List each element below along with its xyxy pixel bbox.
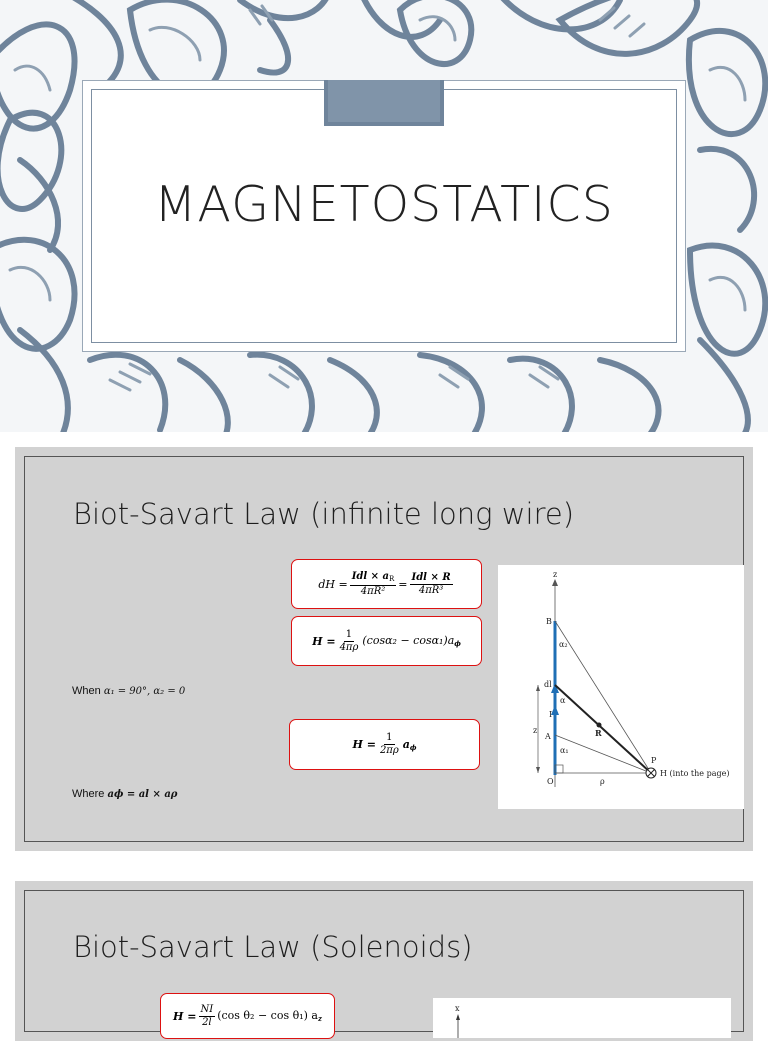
- equation-h-finite: H = $\frac{1}{4\pi\rho}$ $(\cos\alpha_2 - \cos\alpha_1)a_\phi$: [291, 616, 482, 666]
- slide-title: Biot-Savart Law (infinite long wire): [73, 497, 575, 531]
- title-slide: [0, 0, 768, 432]
- label-alpha2: α₂: [559, 640, 568, 649]
- where-definition: Where aϕ = al × aρ: [72, 788, 178, 800]
- biot-savart-wire-slide: [15, 447, 753, 851]
- label-dl: dl: [544, 680, 552, 689]
- fraction: $\frac{1}{2\pi\rho}$: [379, 732, 399, 756]
- eq-rhs: (cosα₂ − cosα₁)a: [362, 634, 455, 647]
- label-alpha: α: [560, 696, 566, 705]
- fraction: $\frac{1}{4\pi\rho}$: [339, 628, 359, 653]
- wire-diagram-panel: [498, 565, 744, 809]
- fraction: $\frac{NI}{2l}$: [200, 1003, 214, 1028]
- fraction: $\frac{\text{Idl × R}}{\text{4πR³}}$: [411, 571, 451, 596]
- z-axis-label: z: [553, 570, 558, 579]
- when-condition: When α₁ = 90°, α₂ = 0: [72, 685, 186, 697]
- x-axis-label: x: [455, 1004, 460, 1013]
- eq-lhs: H =: [173, 1009, 197, 1023]
- label-p: P: [651, 756, 657, 765]
- label-a: A: [545, 732, 551, 741]
- label-alpha1: α₁: [560, 746, 569, 755]
- solenoid-diagram: [433, 998, 731, 1038]
- slide-title: MAGNETOSTATICS: [154, 176, 614, 233]
- solenoid-diagram-panel: [433, 998, 731, 1038]
- label-o: O: [547, 777, 554, 786]
- biot-savart-solenoid-slide: [15, 881, 753, 1041]
- eq-lhs: dH =: [318, 577, 348, 591]
- wire-diagram: [498, 565, 744, 809]
- label-r: R: [595, 728, 602, 738]
- fraction: $\frac{Idl \times a_R}{\text{4πR²}}$: [351, 570, 395, 597]
- slide-title: Biot-Savart Law (Solenoids): [73, 930, 473, 964]
- label-b: B: [546, 617, 552, 626]
- label-z-distance: z: [533, 726, 538, 735]
- equation-dh: [291, 559, 482, 609]
- equation-h-infinite: H = $\frac{1}{2\pi\rho}$ $a_\phi$: [289, 719, 480, 770]
- label-i: I: [549, 710, 553, 719]
- equals-sign: =: [398, 577, 408, 591]
- eq-lhs: H =: [312, 634, 336, 648]
- title-card-tab: [324, 80, 444, 126]
- equation-h-solenoid: H = $\frac{NI}{2l}$ (cos θ₂ − cos θ₁) $a_z$: [160, 993, 335, 1039]
- label-rho: ρ: [600, 777, 605, 786]
- eq-lhs: H =: [352, 738, 376, 751]
- label-h-into-page: H (into the page): [660, 769, 730, 778]
